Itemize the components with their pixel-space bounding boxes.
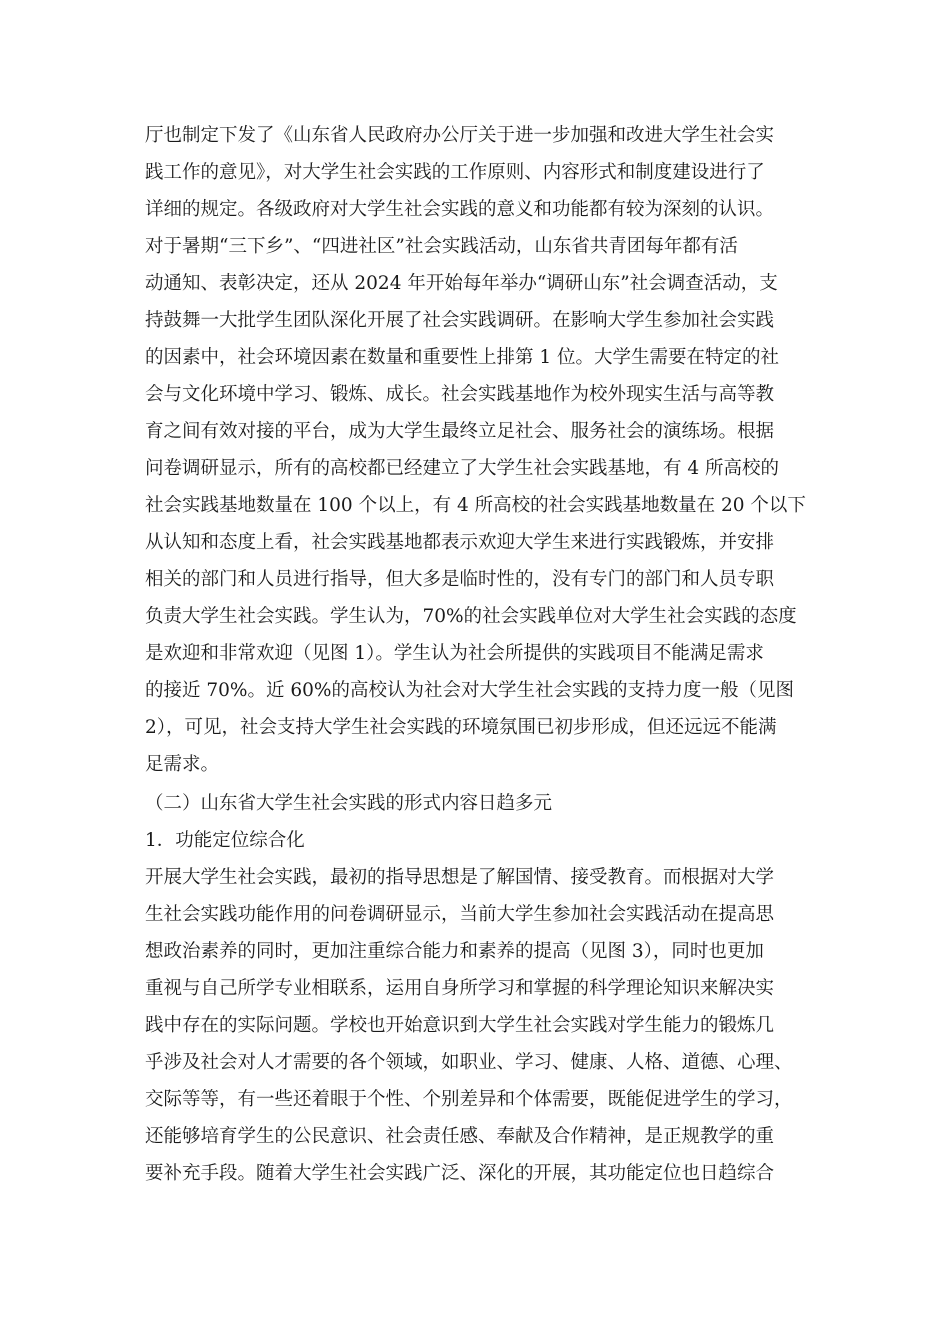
text-line: 践工作的意见》，对大学生社会实践的工作原则、内容形式和制度建设进行了 [145, 162, 765, 183]
text-line: 还能够培育学生的公民意识、社会责任感、奉献及合作精神，是正规教学的重 [145, 1126, 775, 1147]
text-line: 足需求。 [145, 754, 220, 775]
text-line: 要补充手段。随着大学生社会实践广泛、深化的开展，其功能定位也日趋综合 [145, 1163, 775, 1184]
text-line: 持鼓舞一大批学生团队深化开展了社会实践调研。在影响大学生参加社会实践 [145, 310, 775, 331]
text-line: 社会实践基地数量在 100 个以上，有 4 所高校的社会实践基地数量在 20 个以下 [145, 495, 806, 516]
text-line: 厅也制定下发了《山东省人民政府办公厅关于进一步加强和改进大学生社会实 [145, 125, 775, 146]
section-heading: （二）山东省大学生社会实践的形式内容日趋多元 [145, 793, 553, 814]
text-line: 想政治素养的同时，更加注重综合能力和素养的提高（见图 3），同时也更加 [145, 941, 764, 962]
text-line: 对于暑期“三下乡”、“四进社区”社会实践活动，山东省共青团每年都有活 [145, 236, 738, 257]
text-line: 是欢迎和非常欢迎（见图 1）。学生认为社会所提供的实践项目不能满足需求 [145, 643, 764, 664]
text-line: 动通知、表彰决定，还从 2024 年开始每年举办“调研山东”社会调查活动，支 [145, 273, 778, 294]
text-line: 践中存在的实际问题。学校也开始意识到大学生社会实践对学生能力的锻炼几 [145, 1015, 775, 1036]
text-line: 会与文化环境中学习、锻炼、成长。社会实践基地作为校外现实生活与高等教 [145, 384, 775, 405]
text-line: 详细的规定。各级政府对大学生社会实践的意义和功能都有较为深刻的认识。 [145, 199, 775, 220]
text-line: 育之间有效对接的平台，成为大学生最终立足社会、服务社会的演练场。根据 [145, 421, 775, 442]
text-line: 问卷调研显示，所有的高校都已经建立了大学生社会实践基地，有 4 所高校的 [145, 458, 780, 479]
text-line: 开展大学生社会实践，最初的指导思想是了解国情、接受教育。而根据对大学 [145, 867, 775, 888]
text-line: 生社会实践功能作用的问卷调研显示，当前大学生参加社会实践活动在提高思 [145, 904, 775, 925]
text-line: 乎涉及社会对人才需要的各个领域，如职业、学习、健康、人格、道德、心理、 [145, 1052, 793, 1073]
text-line: 相关的部门和人员进行指导，但大多是临时性的，没有专门的部门和人员专职 [145, 569, 775, 590]
text-line: 交际等等，有一些还着眼于个性、个别差异和个体需要，既能促进学生的学习， [145, 1089, 793, 1110]
text-line: 2），可见，社会支持大学生社会实践的环境氛围已初步形成，但还远远不能满 [145, 717, 777, 738]
text-line: 的因素中，社会环境因素在数量和重要性上排第 1 位。大学生需要在特定的社 [145, 347, 780, 368]
text-line: 从认知和态度上看，社会实践基地都表示欢迎大学生来进行实践锻炼，并安排 [145, 532, 775, 553]
text-line: 重视与自己所学专业相联系，运用自身所学习和掌握的科学理论知识来解决实 [145, 978, 775, 999]
subsection-heading: 1．功能定位综合化 [145, 830, 305, 851]
text-line: 负责大学生社会实践。学生认为，70%的社会实践单位对大学生社会实践的态度 [145, 606, 797, 627]
text-line: 的接近 70%。近 60%的高校认为社会对大学生社会实践的支持力度一般（见图 [145, 680, 795, 701]
